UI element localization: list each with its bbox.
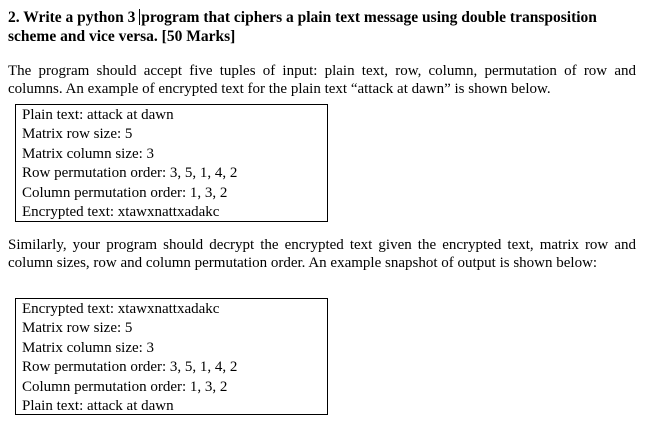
example-line-row-permutation: Row permutation order: 3, 5, 1, 4, 2 <box>22 359 238 376</box>
heading-rest: program that ciphers a plain text message using double transposition scheme and vice versa. [50 Marks] <box>8 9 597 45</box>
decryption-paragraph: Similarly, your program should decrypt the encrypted text given the encrypted text, matrix row and column sizes, row and column permutation order. An example snapshot of output is shown below: <box>8 237 636 271</box>
example-line-column-permutation: Column permutation order: 1, 3, 2 <box>22 184 228 201</box>
example-line-encrypted-text: Encrypted text: xtawxnattxadakc <box>22 301 220 317</box>
description-paragraph: The program should accept five tuples of input: plain text, row, column, permutation of row and columns. An example of encrypted text for the plain text “attack at dawn” is shown below. <box>8 63 636 97</box>
encryption-example-box <box>15 104 328 222</box>
example-line-row-permutation: Row permutation order: 3, 5, 1, 4, 2 <box>22 165 238 182</box>
example-line-column-size: Matrix column size: 3 <box>22 339 155 356</box>
example-line-plain-text: Plain text: attack at dawn <box>22 398 174 415</box>
example-line-plain-text: Plain text: attack at dawn <box>22 107 174 123</box>
example-line-column-permutation: Column permutation order: 1, 3, 2 <box>22 378 228 395</box>
example-line-column-size: Matrix column size: 3 <box>22 145 155 162</box>
example-line-encrypted-text: Encrypted text: xtawxnattxadakc <box>22 204 220 221</box>
example-line-row-size: Matrix row size: 5 <box>22 320 133 337</box>
heading-prefix: 2. Write a python 3 <box>8 9 140 26</box>
question-heading <box>8 8 648 46</box>
decryption-example-box <box>15 298 328 415</box>
example-line-row-size: Matrix row size: 5 <box>22 126 133 143</box>
